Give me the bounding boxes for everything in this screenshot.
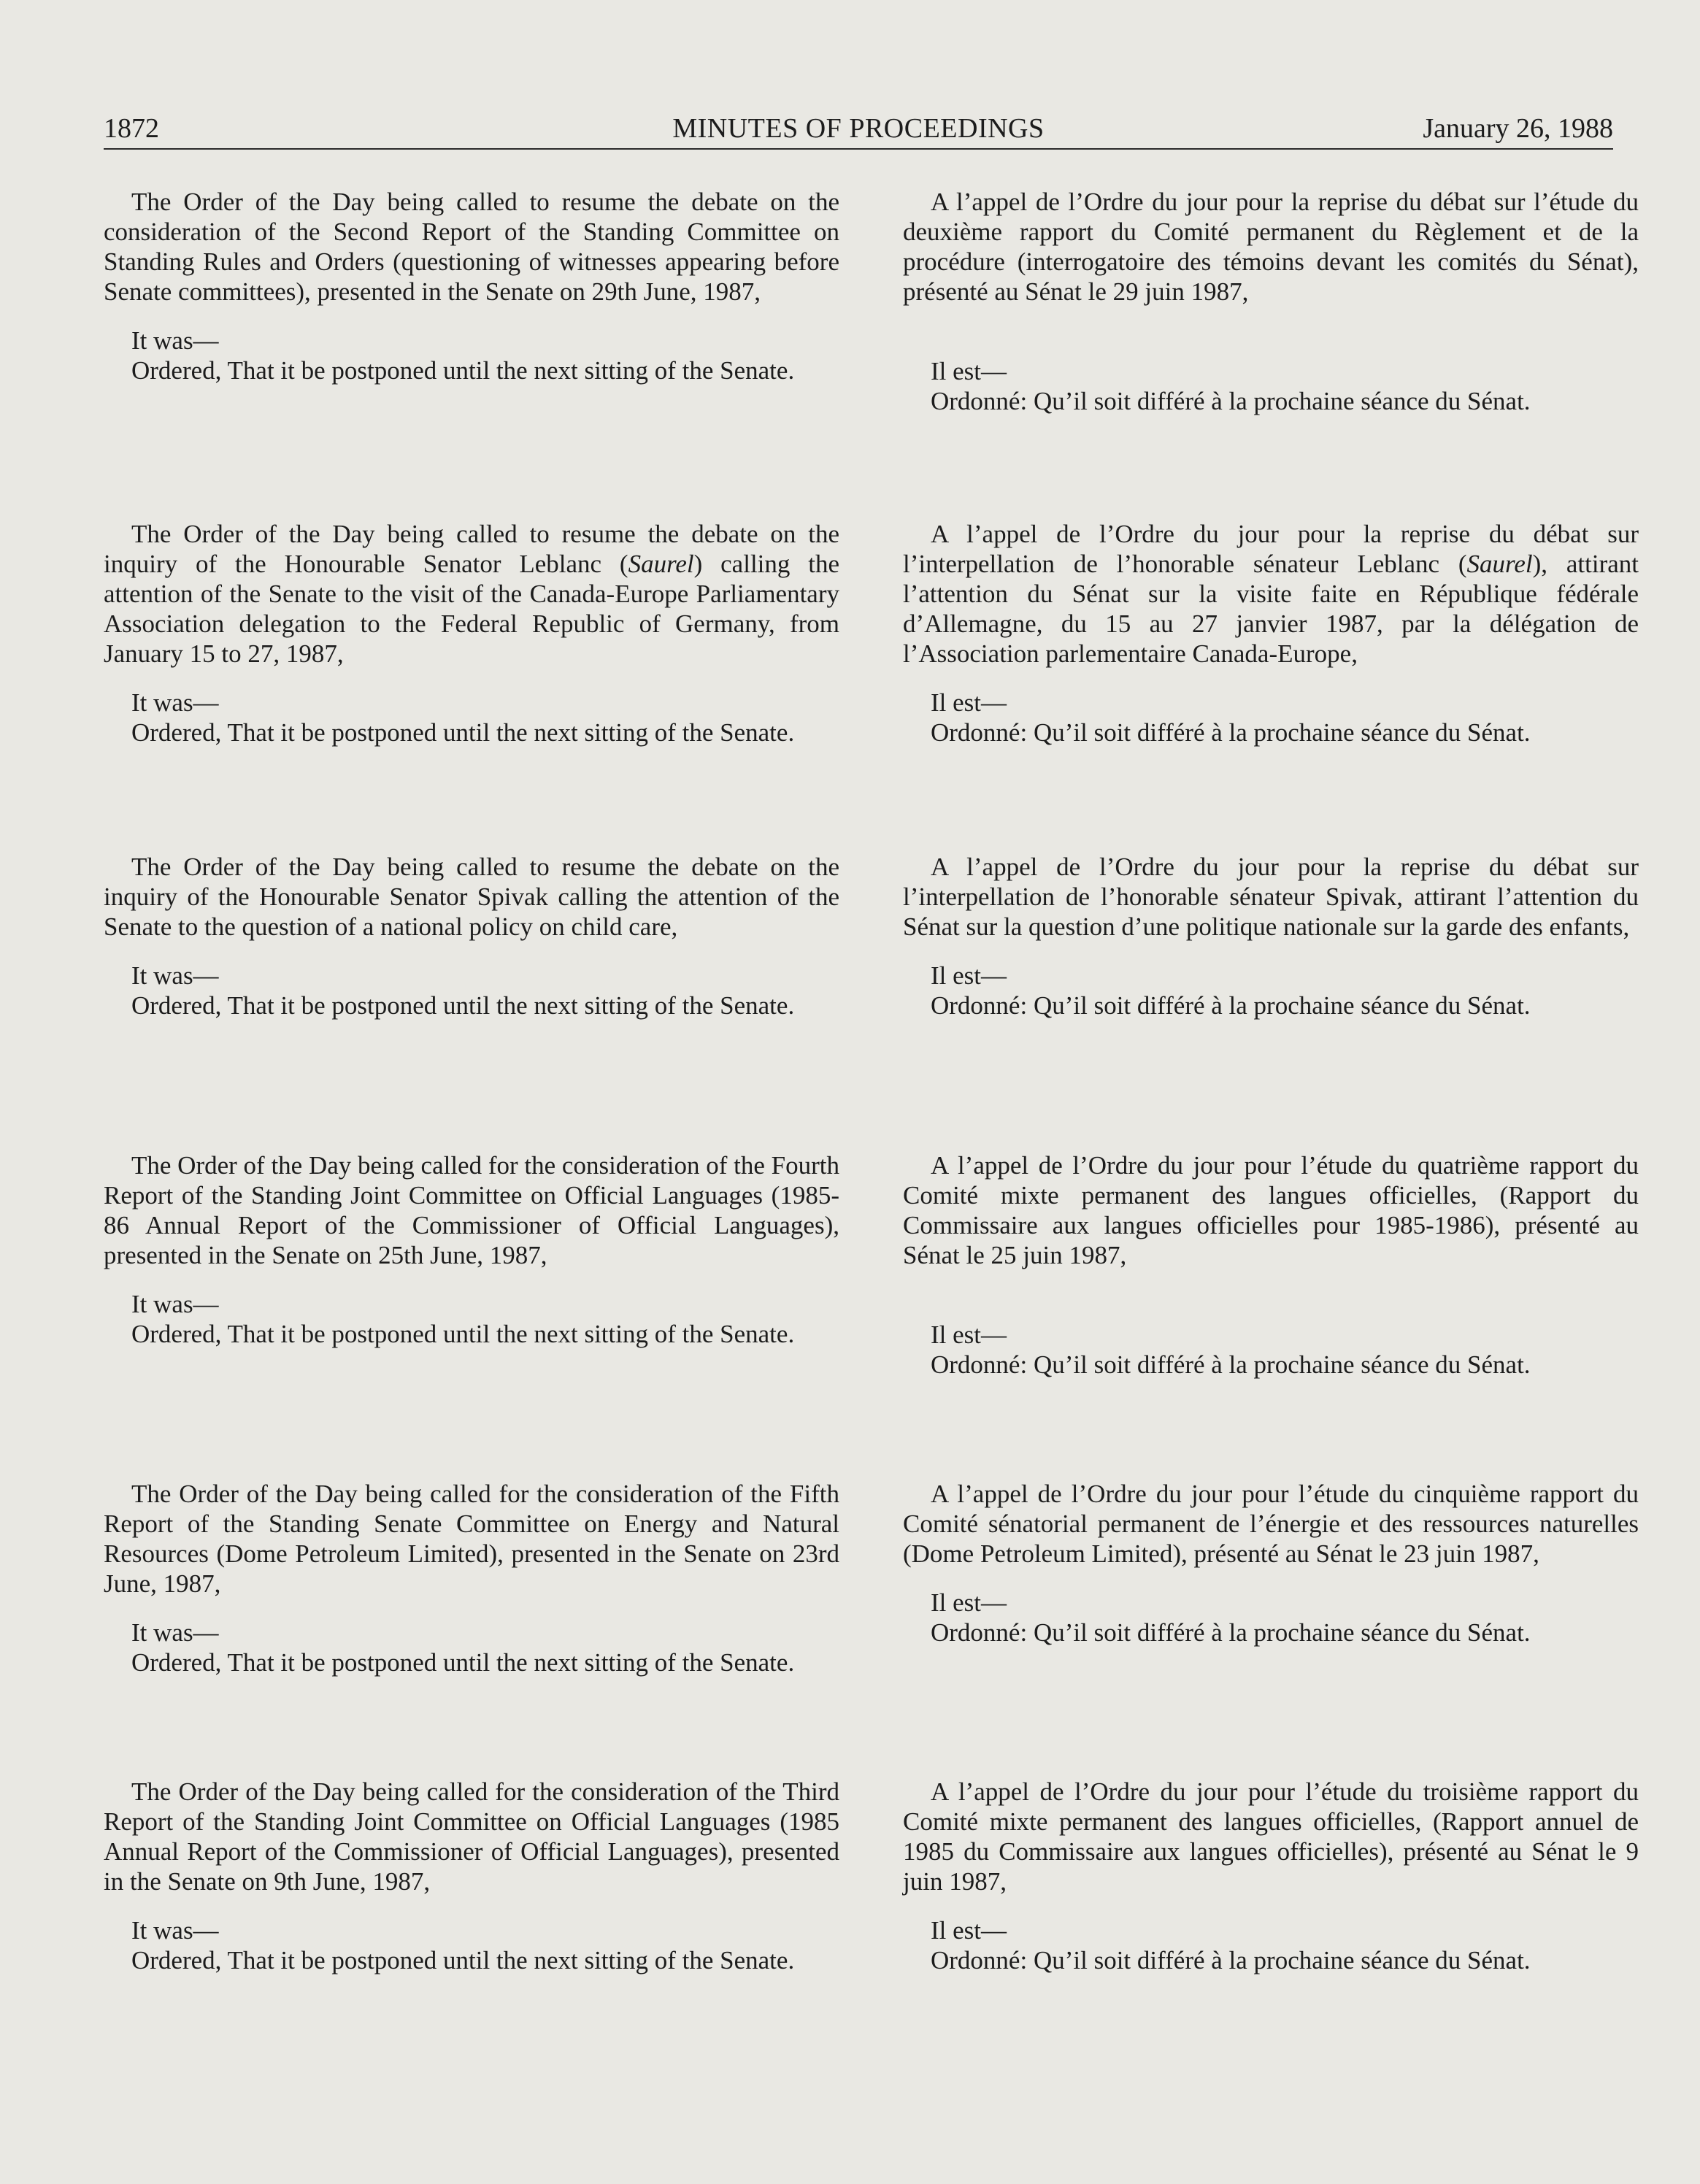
ordonne-text: Ordonné: Qu’il soit différé à la prochaine séance du Sénat.	[931, 1350, 1531, 1379]
order-text: A l’appel de l’Ordre du jour pour la reprise du débat sur l’interpellation de l’honorable sénateur Leblanc (Saurel), attirant l’attention du Sénat sur la visite faite en République fédérale d’Allemagne, du 15 au 27 janvier 1987, par la délégation de l’Association parlementaire Canada-Europe,	[903, 520, 1639, 668]
french-entry-6	[903, 1777, 1639, 1975]
order-text: A l’appel de l’Ordre du jour pour la reprise du débat sur l’interpellation de l’honorable sénateur Spivak, attirant l’attention du Sénat sur la question d’une politique nationale sur la garde des enfants,	[903, 853, 1639, 941]
order-text: The Order of the Day being called to resume the debate on the inquiry of the Honourable Senator Spivak calling the attention of the Senate to the question of a national policy on child care,	[104, 853, 839, 941]
running-title: MINUTES OF PROCEEDINGS	[672, 113, 1045, 144]
ordonne-text: Ordonné: Qu’il soit différé à la prochaine séance du Sénat.	[931, 991, 1531, 1020]
order-text: The Order of the Day being called to resume the debate on the consideration of the Second Report of the Standing Committee on Standing Rules and Orders (questioning of witnesses appearing before Senate committees), presented in the Senate on 29th June, 1987,	[104, 188, 839, 306]
it-was-label: It was—	[131, 1290, 219, 1318]
ordonne-text: Ordonné: Qu’il soit différé à la prochaine séance du Sénat.	[931, 1618, 1531, 1647]
english-entry-3	[104, 852, 839, 1020]
ordonne-text: Ordonné: Qu’il soit différé à la prochaine séance du Sénat.	[931, 387, 1531, 415]
it-was-label: It was—	[131, 326, 219, 355]
ordonne-text: Ordonné: Qu’il soit différé à la prochaine séance du Sénat.	[931, 1946, 1531, 1975]
il-est-label: Il est—	[931, 1916, 1007, 1945]
english-entry-2	[104, 519, 839, 747]
french-entry-5	[903, 1479, 1639, 1647]
ordered-text: Ordered, That it be postponed until the next sitting of the Senate.	[131, 718, 795, 747]
ordered-text: Ordered, That it be postponed until the next sitting of the Senate.	[131, 1648, 795, 1677]
il-est-label: Il est—	[931, 357, 1007, 385]
order-text: A l’appel de l’Ordre du jour pour l’étude du cinquième rapport du Comité sénatorial permanent de l’énergie et des ressources naturelles (Dome Petroleum Limited), présenté au Sénat le 23 juin 1987,	[903, 1480, 1639, 1568]
il-est-label: Il est—	[931, 1588, 1007, 1617]
il-est-label: Il est—	[931, 961, 1007, 990]
header-rule	[104, 148, 1613, 150]
it-was-label: It was—	[131, 1618, 219, 1647]
order-text: A l’appel de l’Ordre du jour pour l’étude du quatrième rapport du Comité mixte permanent des langues officielles, (Rapport du Commissaire aux langues officielles pour 1985-1986), présenté au Sénat le 25 juin 1987,	[903, 1151, 1639, 1269]
english-entry-6	[104, 1777, 839, 1975]
order-text: A l’appel de l’Ordre du jour pour l’étude du troisième rapport du Comité mixte permanent des langues officielles, (Rapport annuel de 1985 du Commissaire aux langues officielles), présenté au Sénat le 9 juin 1987,	[903, 1777, 1639, 1896]
english-entry-5	[104, 1479, 839, 1677]
ordonne-text: Ordonné: Qu’il soit différé à la prochaine séance du Sénat.	[931, 718, 1531, 747]
page-number: 1872	[104, 113, 159, 144]
ordered-text: Ordered, That it be postponed until the next sitting of the Senate.	[131, 1946, 795, 1975]
french-entry-2	[903, 519, 1639, 747]
ordered-text: Ordered, That it be postponed until the next sitting of the Senate.	[131, 1320, 795, 1348]
it-was-label: It was—	[131, 1916, 219, 1945]
it-was-label: It was—	[131, 961, 219, 990]
order-text: A l’appel de l’Ordre du jour pour la reprise du débat sur l’étude du deuxième rapport du Comité permanent du Règlement et de la procédure (interrogatoire des témoins devant les comités du Sénat), présenté au Sénat le 29 juin 1987,	[903, 188, 1639, 306]
order-text: The Order of the Day being called to resume the debate on the inquiry of the Honourable Senator Leblanc (Saurel) calling the attention of the Senate to the visit of the Canada-Europe Parliamentary Association delegation to the Federal Republic of Germany, from January 15 to 27, 1987,	[104, 520, 839, 668]
il-est-label: Il est—	[931, 1320, 1007, 1349]
header-date: January 26, 1988	[1423, 113, 1613, 144]
ordered-text: Ordered, That it be postponed until the next sitting of the Senate.	[131, 356, 795, 385]
il-est-label: Il est—	[931, 688, 1007, 717]
french-entry-1	[903, 187, 1639, 416]
order-text: The Order of the Day being called for the consideration of the Third Report of the Standing Joint Committee on Official Languages (1985 Annual Report of the Commissioner of Official Languages), presented in the Senate on 9th June, 1987,	[104, 1777, 839, 1896]
english-entry-4	[104, 1150, 839, 1349]
page-header	[104, 109, 1613, 147]
order-text: The Order of the Day being called for the consideration of the Fourth Report of the Standing Joint Committee on Official Languages (1985-86 Annual Report of the Commissioner of Official Languages), presented in the Senate on 25th June, 1987,	[104, 1151, 839, 1269]
french-entry-3	[903, 852, 1639, 1020]
ordered-text: Ordered, That it be postponed until the next sitting of the Senate.	[131, 991, 795, 1020]
french-entry-4	[903, 1150, 1639, 1380]
english-entry-1	[104, 187, 839, 385]
order-text: The Order of the Day being called for the consideration of the Fifth Report of the Standing Senate Committee on Energy and Natural Resources (Dome Petroleum Limited), presented in the Senate on 23rd June, 1987,	[104, 1480, 839, 1598]
it-was-label: It was—	[131, 688, 219, 717]
